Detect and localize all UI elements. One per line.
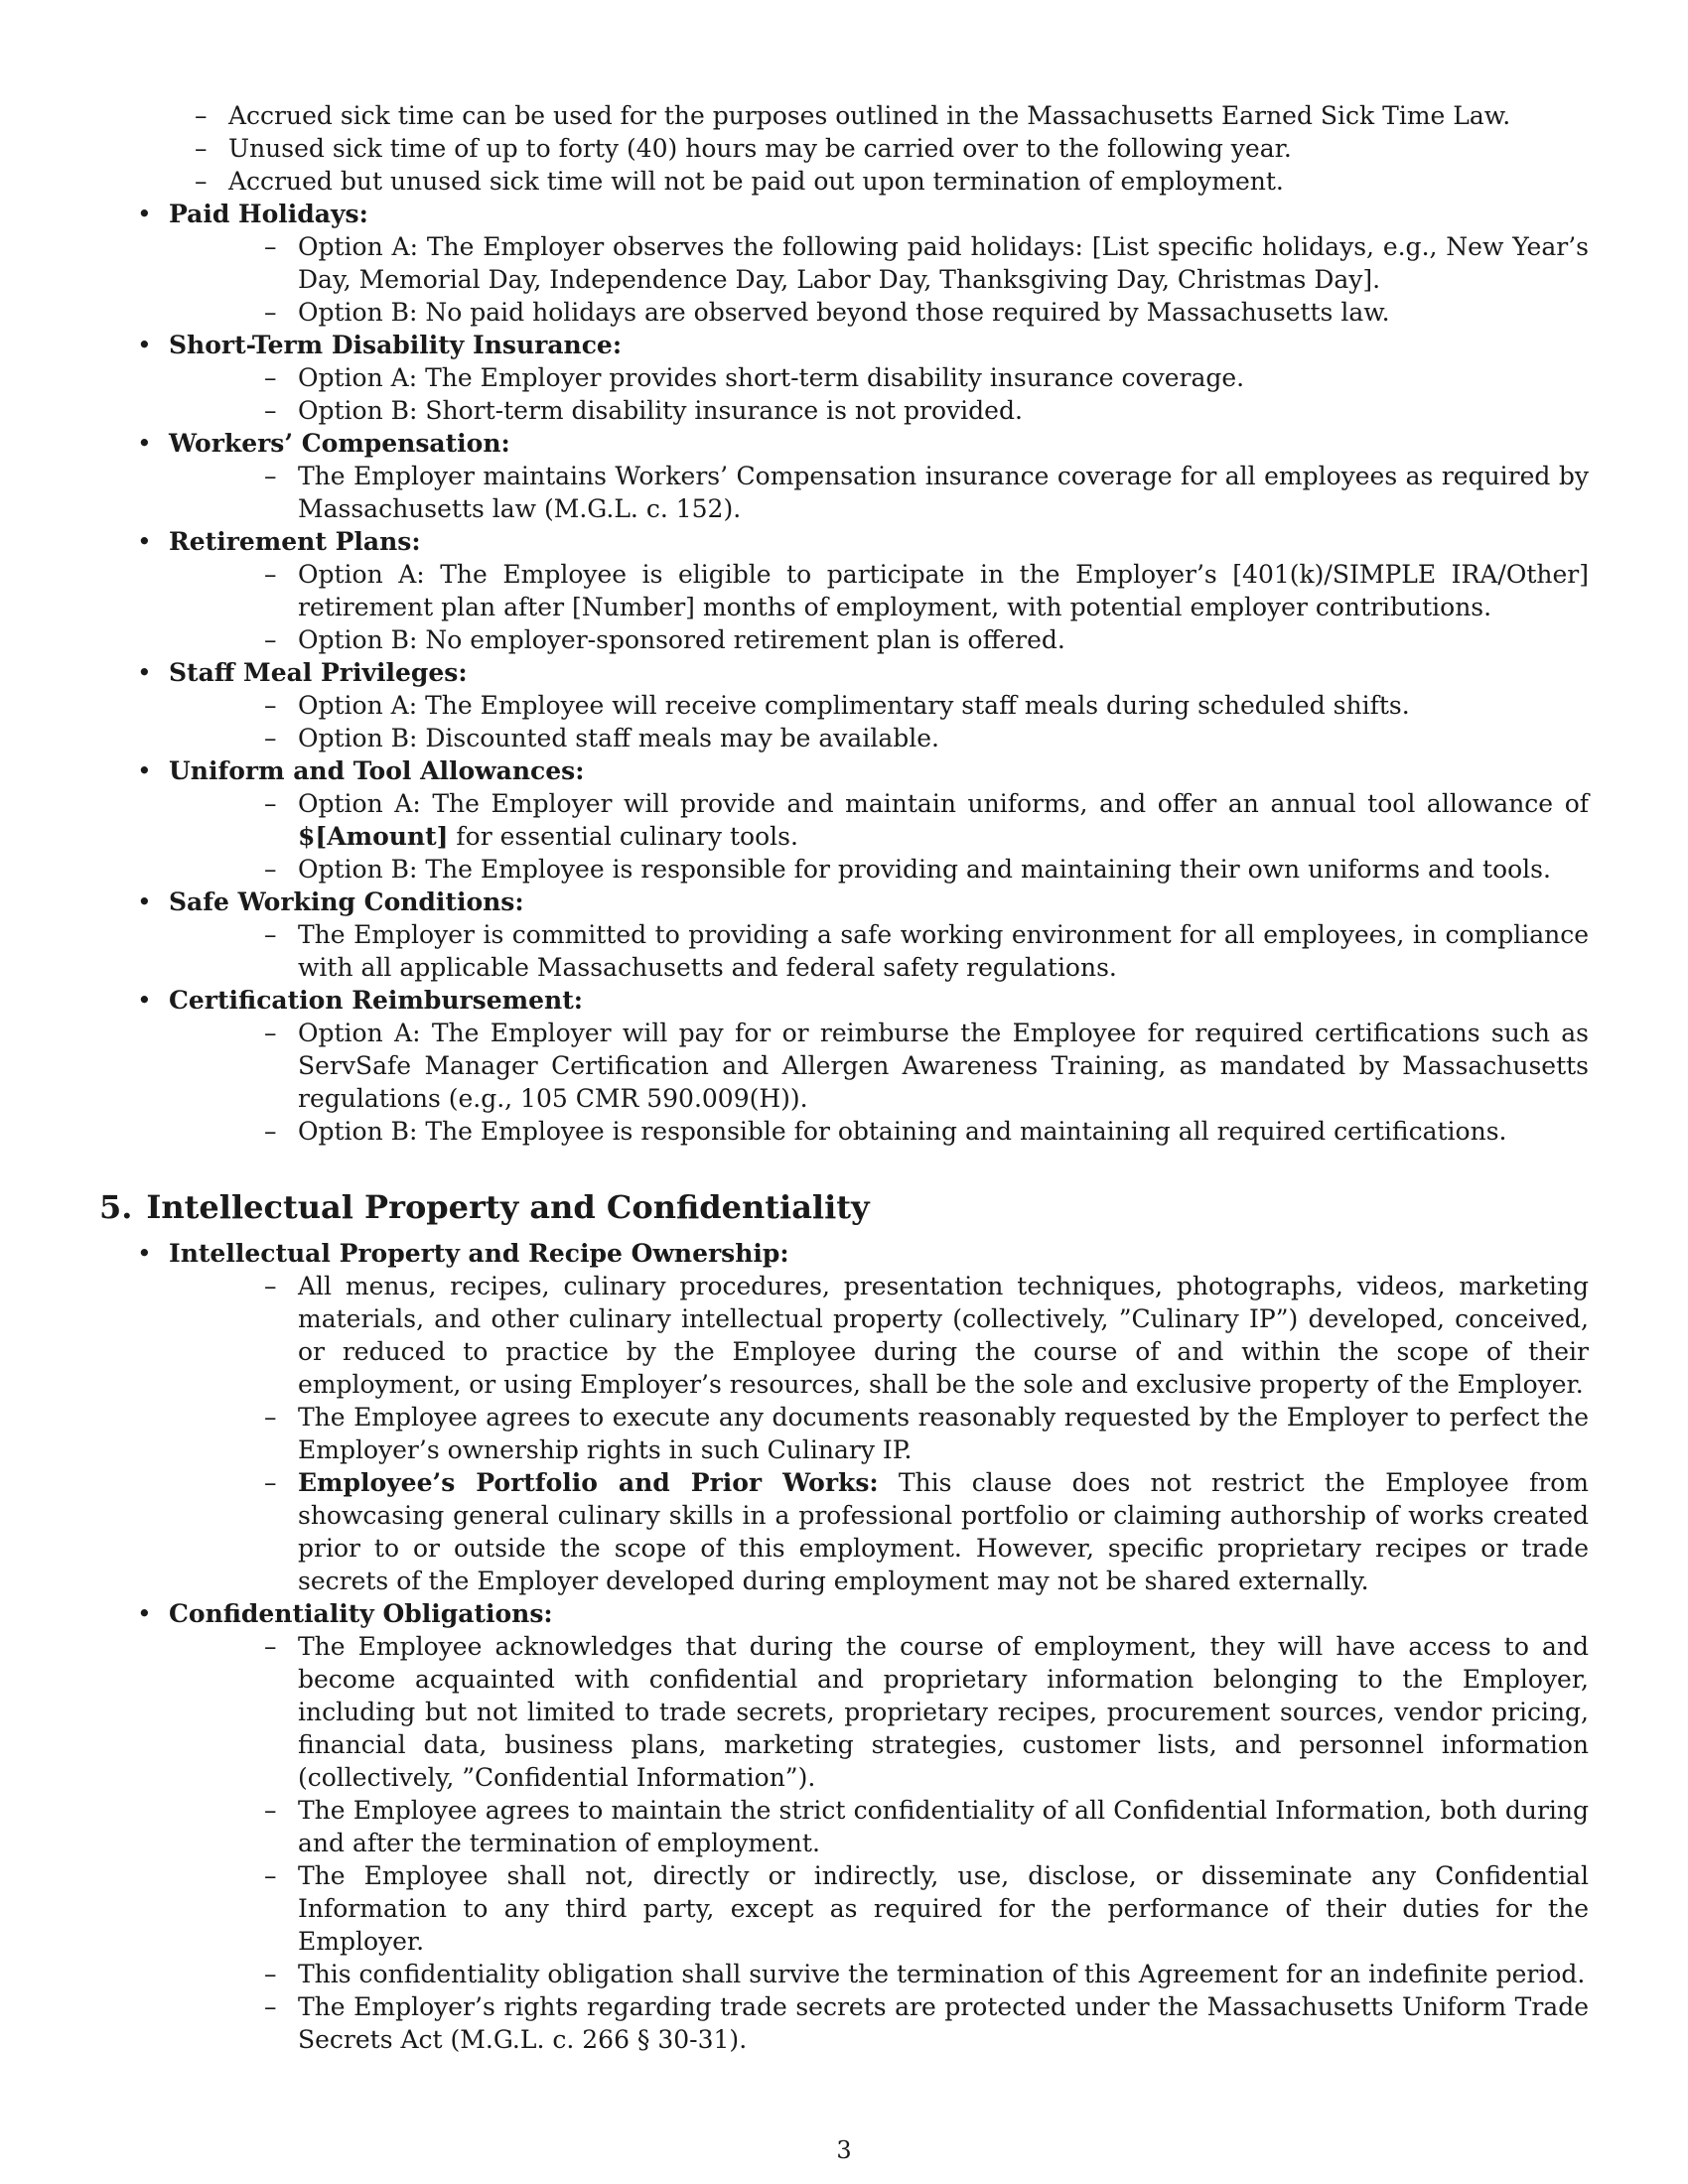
sick-time-subitems	[99, 99, 1589, 198]
list-item: – Option A: The Employer provides short-term disability insurance coverage.	[264, 363, 1245, 392]
benefit-certification-reimbursement: • Certification Reimbursement: – Option A: The Employer will pay for or reimburse the Employee for required certifications such as ServSafe Manager Certification and Allergen Awareness Training, as mandated by Massachusetts regulations (e.g., 105 CMR 590.009(H)). – Option B: The Employee is responsible for obtaining and maintaining all required certifications.	[137, 986, 1589, 1146]
list-item: – Option B: Short-term disability insurance is not provided.	[264, 396, 1023, 425]
list-item: – Option B: No paid holidays are observed beyond those required by Massachusetts law.	[264, 298, 1390, 327]
benefit-safe-working-conditions: • Safe Working Conditions: – The Employer is committed to providing a safe working environment for all employees, in compliance with all applicable Massachusetts and federal safety regulations.	[137, 887, 1589, 982]
benefit-title: Uniform and Tool Allowances:	[169, 756, 585, 785]
benefit-staff-meals: • Staff Meal Privileges: – Option A: The Employee will receive complimentary staff meals during scheduled shifts. – Option B: Discounted staff meals may be available.	[99, 656, 1589, 754]
list-item: – Option A: The Employee is eligible to participate in the Employer’s [401(k)/SIMPLE IRA/Other] retirement plan after [Number] months of employment, with potential employer contributions.	[264, 560, 1589, 621]
portfolio-title: Employee’s Portfolio and Prior Works:	[298, 1468, 879, 1497]
tool-allowance-amount: $[Amount]	[298, 822, 449, 851]
confidentiality-title: Confidentiality Obligations:	[169, 1599, 553, 1628]
benefit-title: Short-Term Disability Insurance:	[169, 331, 623, 359]
carryover-container	[99, 99, 1589, 198]
benefit-title: Workers’ Compensation:	[169, 429, 510, 458]
list-item: – All menus, recipes, culinary procedures, presentation techniques, photographs, videos, marketing materials, and other culinary intellectual property (collectively, ”Culinary IP”) developed, conceived, or reduced to practice by the Employee during the course of and within the scope of their employment, or using Employer’s resources, shall be the sole and exclusive property of the Employer.	[264, 1272, 1589, 1399]
list-item: – The Employer’s rights regarding trade secrets are protected under the Massachusetts Uniform Trade Secrets Act (M.G.L. c. 266 § 30-31).	[264, 1992, 1589, 2054]
section5-list	[99, 1237, 1589, 2056]
list-item: – Option A: The Employee will receive complimentary staff meals during scheduled shifts.	[264, 691, 1410, 720]
list-item: – The Employer is committed to providing a safe working environment for all employees, in compliance with all applicable Massachusetts and federal safety regulations.	[264, 920, 1589, 982]
benefit-workers-compensation: • Workers’ Compensation: – The Employer maintains Workers’ Compensation insurance coverage for all employees as required by Massachusetts law (M.G.L. c. 152).	[137, 429, 1589, 523]
benefit-title: Certification Reimbursement:	[169, 986, 583, 1015]
benefit-title: Retirement Plans:	[169, 527, 421, 556]
list-item: – Option B: Discounted staff meals may be available.	[264, 724, 939, 752]
list-item: – The Employee agrees to maintain the strict confidentiality of all Confidential Information, both during and after the termination of employment.	[264, 1796, 1589, 1857]
list-item: – Accrued sick time can be used for the purposes outlined in the Massachusetts Earned Sick Time Law.	[195, 101, 1511, 130]
benefit-short-term-disability: • Short-Term Disability Insurance: – Option A: The Employer provides short-term disability insurance coverage. – Option B: Short-term disability insurance is not provided.	[99, 329, 1589, 427]
page-content	[99, 99, 1589, 2056]
confidentiality-obligations: • Confidentiality Obligations: – The Employee acknowledges that during the course of employment, they will have access to and become acquainted with confidential and proprietary information belonging to the Employer, including but not limited to trade secrets, proprietary recipes, procurement sources, vendor pricing, financial data, business plans, marketing strategies, customer lists, and personnel information (collectively, ”Confidential Information”). – The Employee agrees to maintain the strict confidentiality of all Confidential Information, both during and after the termination of employment. – The Employee shall not, directly or indirectly, use, disclose, or disseminate any Confidential Information to any third party, except as required for the performance of their duties for the Employer. – This confidentiality obligation shall survive the termination of this Agreement for an indefinite period. – The Employer’s rights regarding trade secrets are protected under the Massachusetts Uniform Trade Secrets Act (M.G.L. c. 266 § 30-31).	[137, 1599, 1589, 2054]
carryover-list	[99, 99, 1589, 1148]
benefit-uniform-tools: • Uniform and Tool Allowances: – Option A: The Employer will provide and maintain uniforms, and offer an annual tool allowance of $[Amount] for essential culinary tools. – Option B: The Employee is responsible for providing and maintaining their own uniforms and tools.	[137, 756, 1589, 884]
list-item: – Unused sick time of up to forty (40) hours may be carried over to the following year.	[195, 134, 1292, 163]
benefit-title: Staff Meal Privileges:	[169, 658, 468, 687]
list-item: – Option A: The Employer will provide and maintain uniforms, and offer an annual tool allowance of $[Amount] for essential culinary tools.	[264, 789, 1589, 851]
list-item: – The Employer maintains Workers’ Compensation insurance coverage for all employees as required by Massachusetts law (M.G.L. c. 152).	[264, 462, 1589, 523]
page-number: 3	[836, 2136, 852, 2164]
ip-ownership: • Intellectual Property and Recipe Ownership: – All menus, recipes, culinary procedures, presentation techniques, photographs, videos, marketing materials, and other culinary intellectual property (collectively, ”Culinary IP”) developed, conceived, or reduced to practice by the Employee during the course of and within the scope of their employment, or using Employer’s resources, shall be the sole and exclusive property of the Employer. – The Employee agrees to execute any documents reasonably requested by the Employer to perfect the Employer’s ownership rights in such Culinary IP. – Employee’s Portfolio and Prior Works: This clause does not restrict the Employee from showcasing general culinary skills in a professional portfolio or claiming authorship of works created prior to or outside the scope of this employment. However, specific proprietary recipes or trade secrets of the Employer developed during employment may not be shared externally.	[137, 1239, 1590, 1595]
list-item: – Option B: The Employee is responsible for obtaining and maintaining all required certifications.	[264, 1117, 1507, 1146]
list-item: – Accrued but unused sick time will not be paid out upon termination of employment.	[195, 167, 1284, 196]
list-item: – Option A: The Employer observes the following paid holidays: [List specific holidays, e.g., New Year’s Day, Memorial Day, Independence Day, Labor Day, Thanksgiving Day, Christmas Day].	[264, 232, 1589, 294]
list-item: – The Employee agrees to execute any documents reasonably requested by the Employer to perfect the Employer’s ownership rights in such Culinary IP.	[264, 1403, 1589, 1464]
list-item: – Employee’s Portfolio and Prior Works: This clause does not restrict the Employee from showcasing general culinary skills in a professional portfolio or claiming authorship of works created prior to or outside the scope of this employment. However, specific proprietary recipes or trade secrets of the Employer developed during employment may not be shared externally.	[264, 1468, 1590, 1595]
list-item: – The Employee shall not, directly or indirectly, use, disclose, or disseminate any Confidential Information to any third party, except as required for the performance of their duties for the Employer.	[264, 1861, 1589, 1956]
benefit-title: Safe Working Conditions:	[169, 887, 524, 916]
benefit-retirement-plans: • Retirement Plans: – Option A: The Employee is eligible to participate in the Employer’s [401(k)/SIMPLE IRA/Other] retirement plan after [Number] months of employment, with potential employer contributions. – Option B: No employer-sponsored retirement plan is offered.	[137, 527, 1589, 654]
list-item: – This confidentiality obligation shall survive the termination of this Agreement for an indefinite period.	[264, 1960, 1586, 1988]
ip-title: Intellectual Property and Recipe Ownership:	[169, 1239, 789, 1268]
benefit-paid-holidays: • Paid Holidays: – Option A: The Employer observes the following paid holidays: [List specific holidays, e.g., New Year’s Day, Memorial Day, Independence Day, Labor Day, Thanksgiving Day, Christmas Day]. – Option B: No paid holidays are observed beyond those required by Massachusetts law.	[137, 200, 1589, 327]
section-heading: 5. Intellectual Property and Confidentiality	[99, 1188, 870, 1226]
list-item: – The Employee acknowledges that during the course of employment, they will have access to and become acquainted with confidential and proprietary information belonging to the Employer, including but not limited to trade secrets, proprietary recipes, procurement sources, vendor pricing, financial data, business plans, marketing strategies, customer lists, and personnel information (collectively, ”Confidential Information”).	[264, 1632, 1589, 1792]
list-item: – Option B: No employer-sponsored retirement plan is offered.	[264, 625, 1065, 654]
list-item: – Option B: The Employee is responsible for providing and maintaining their own uniforms and tools.	[264, 855, 1551, 884]
benefit-title: Paid Holidays:	[169, 200, 368, 228]
list-item: – Option A: The Employer will pay for or reimburse the Employee for required certifications such as ServSafe Manager Certification and Allergen Awareness Training, as mandated by Massachusetts regulations (e.g., 105 CMR 590.009(H)).	[264, 1019, 1589, 1113]
